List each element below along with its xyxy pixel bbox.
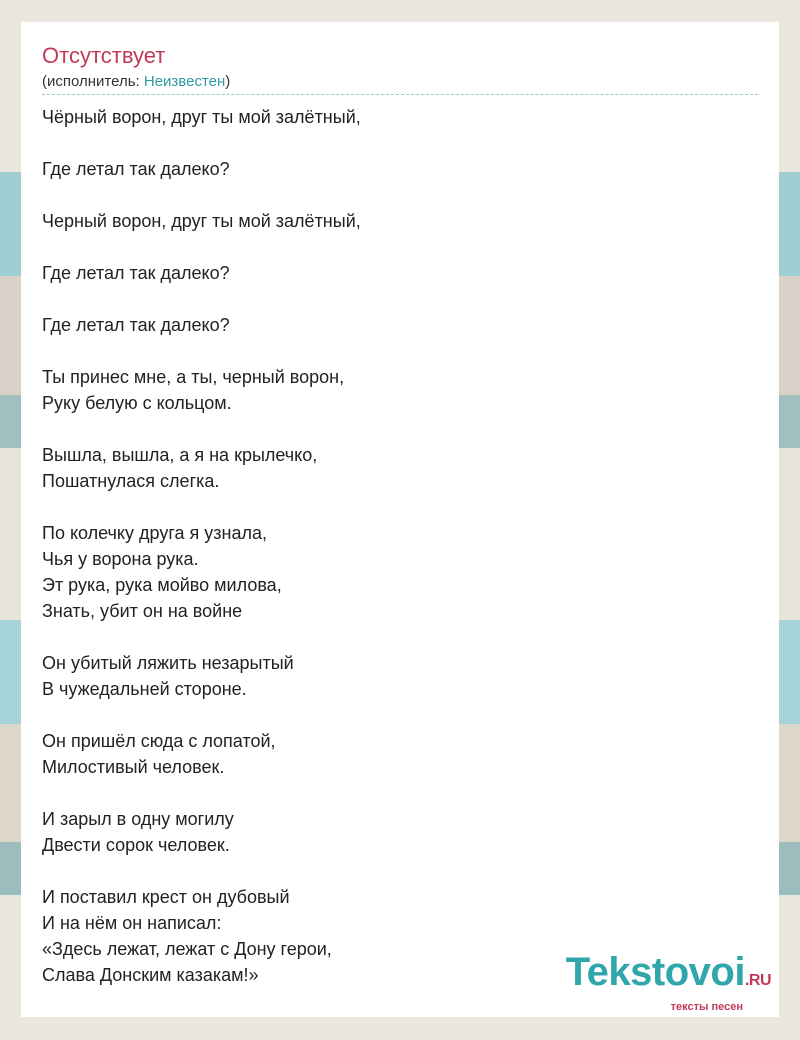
lyric-line: Милостивый человек. bbox=[42, 757, 225, 777]
lyric-line bbox=[42, 416, 742, 442]
lyric-line: В чужедальней стороне. bbox=[42, 679, 247, 699]
lyric-line bbox=[42, 286, 742, 312]
logo-wordmark: Tekstovoi bbox=[565, 950, 745, 994]
lyric-line bbox=[42, 624, 742, 650]
artist-line bbox=[42, 72, 230, 92]
lyric-line bbox=[42, 234, 742, 260]
lyric-line: Черный ворон, друг ты мой залётный, bbox=[42, 211, 361, 231]
lyric-line: Чёрный ворон, друг ты мой залётный, bbox=[42, 107, 361, 127]
lyric-line: Он пришёл сюда с лопатой, bbox=[42, 731, 276, 751]
lyric-line: Он убитый ляжить незарытый bbox=[42, 653, 294, 673]
artist-suffix: ) bbox=[225, 73, 231, 90]
logo-tld: .RU bbox=[744, 972, 771, 989]
lyric-line: Где летал так далеко? bbox=[42, 315, 230, 335]
logo-tagline: тексты песен bbox=[670, 1001, 743, 1013]
lyric-line bbox=[42, 494, 742, 520]
lyric-line: Знать, убит он на войне bbox=[42, 601, 243, 621]
lyric-line: Где летал так далеко? bbox=[42, 159, 230, 179]
lyric-line: Вышла, вышла, а я на крылечко, bbox=[42, 445, 318, 465]
lyric-line: Руку белую с кольцом. bbox=[42, 393, 232, 413]
lyric-line: По колечку друга я узнала, bbox=[42, 523, 267, 543]
lyric-line bbox=[42, 858, 742, 884]
lyric-line bbox=[42, 702, 742, 728]
lyric-line: «Здесь лежат, лежат с Дону герои, bbox=[42, 939, 332, 959]
lyric-line: И зарыл в одну могилу bbox=[42, 809, 234, 829]
lyric-line bbox=[42, 182, 742, 208]
site-logo[interactable] bbox=[566, 952, 771, 1013]
lyric-line: Ты принес мне, а ты, черный ворон, bbox=[42, 367, 345, 387]
artist-link[interactable]: Неизвестен bbox=[143, 73, 226, 90]
lyric-line: Где летал так далеко? bbox=[42, 263, 230, 283]
lyrics-card bbox=[21, 22, 779, 1017]
lyric-line: Пошатнулася слегка. bbox=[42, 471, 220, 491]
lyric-line: Слава Донским казакам!» bbox=[42, 965, 259, 985]
artist-prefix: (исполнитель: bbox=[42, 73, 144, 90]
lyric-line: Эт рука, рука мойво милова, bbox=[42, 575, 282, 595]
lyric-line: Двести сорок человек. bbox=[42, 835, 230, 855]
header-divider bbox=[42, 94, 758, 95]
lyric-line: И на нём он написал: bbox=[42, 913, 222, 933]
lyric-line: Чья у ворона рука. bbox=[42, 549, 199, 569]
lyrics-text bbox=[42, 104, 742, 988]
song-title: Отсутствует bbox=[42, 43, 166, 68]
lyric-line bbox=[42, 130, 742, 156]
lyric-line: И поставил крест он дубовый bbox=[42, 887, 290, 907]
lyric-line bbox=[42, 338, 742, 364]
lyric-line bbox=[42, 780, 742, 806]
